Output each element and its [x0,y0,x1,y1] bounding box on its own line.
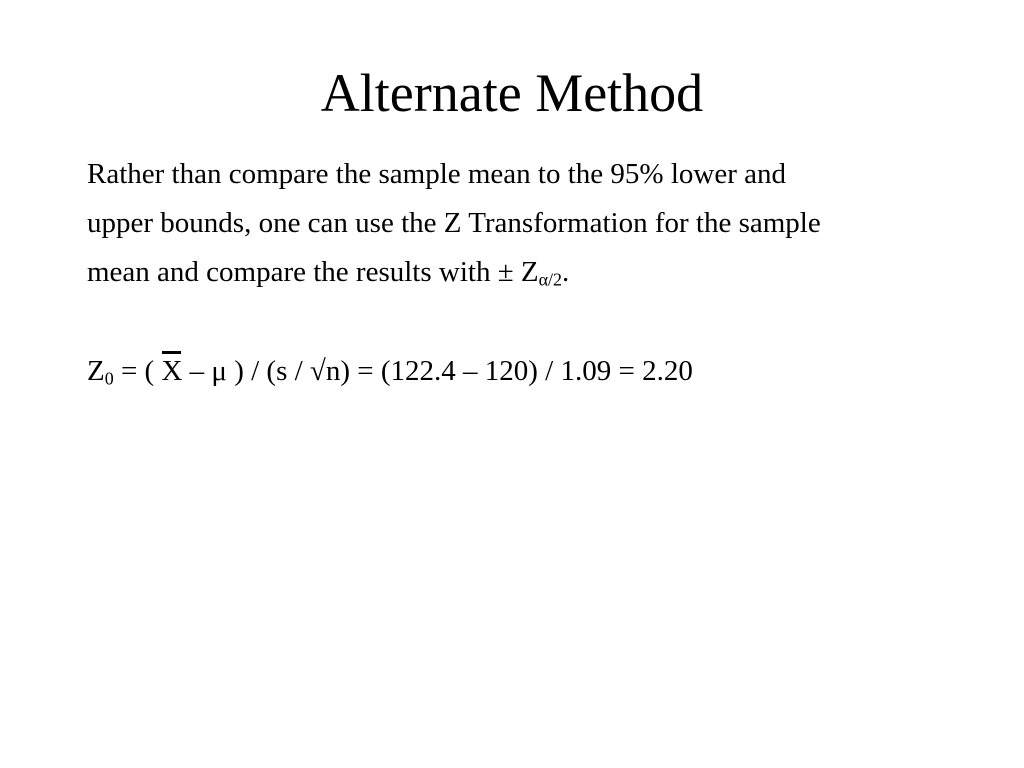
x-bar-symbol: X [161,347,182,396]
z-formula [87,347,693,396]
paragraph-line-3-text: mean and compare the results with ± Z [87,256,539,288]
paragraph-line-2: upper bounds, one can use the Z Transformation for the sample [87,207,821,239]
z-zero-subscript: 0 [104,368,114,389]
paragraph-line-1: Rather than compare the sample mean to the 95% lower and [87,158,786,190]
paragraph-line-3 [87,248,967,297]
paragraph-line-3-period: . [562,256,570,288]
z-symbol: Z [87,355,105,387]
formula-open: = ( [113,355,162,387]
slide-title: Alternate Method [320,63,704,123]
alpha-half-subscript: α/2 [538,269,562,290]
formula-rest: – μ ) / (s / √n) = (122.4 – 120) / 1.09 = 2.20 [182,355,693,387]
body-paragraph [87,150,967,297]
